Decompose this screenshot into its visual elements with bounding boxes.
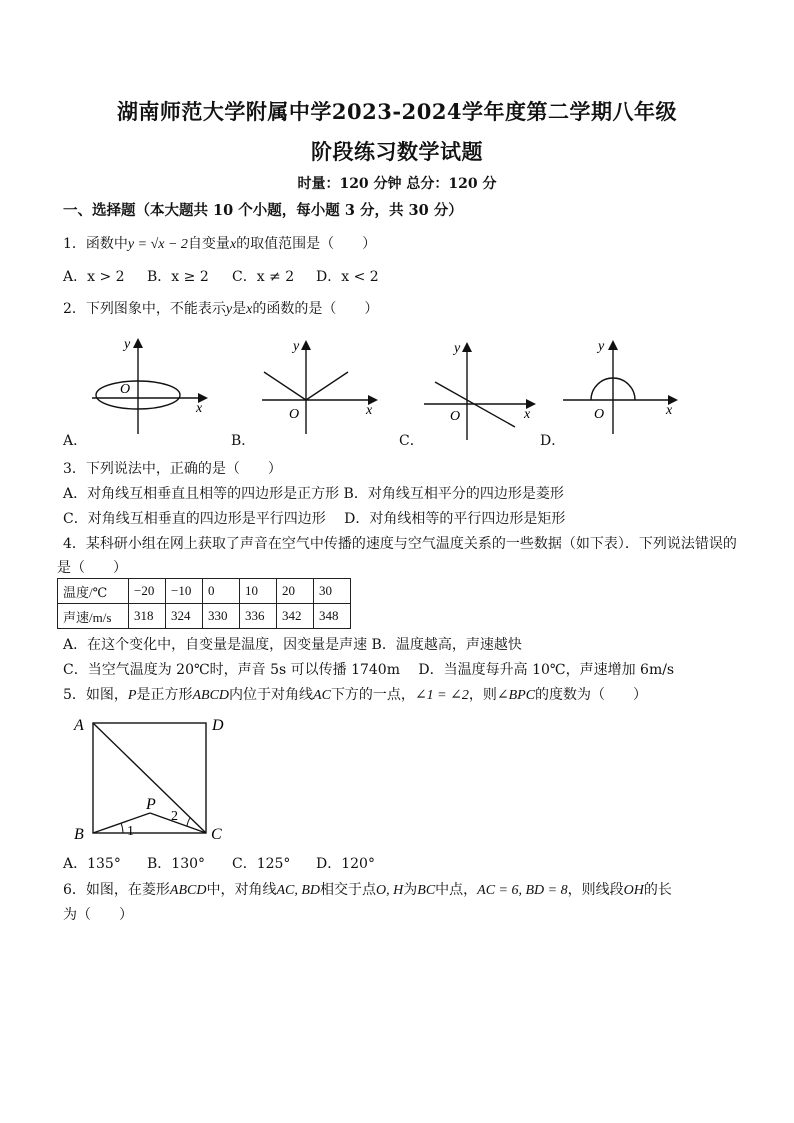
graph-d — [563, 339, 676, 434]
graph-c-origin: O — [450, 409, 461, 424]
q6-text-d: 为 — [403, 882, 418, 898]
table-cell: 声速/m/s — [58, 604, 129, 629]
q1-option-d: D．x < 2 — [316, 269, 379, 285]
angle-1-arc — [121, 823, 123, 833]
q2-text-c: 的函数的是（ ） — [252, 301, 379, 317]
table-cell: 0 — [203, 579, 240, 604]
q4-options-line1: A．在这个变化中，自变量是温度，因变量是声速 B．温度越高，声速越快 — [63, 637, 522, 653]
table-cell: 348 — [314, 604, 351, 629]
q1-option-a: A．x > 2 — [63, 269, 125, 285]
q5-text-a: 5．如图， — [63, 687, 128, 703]
question-2-stem — [63, 298, 378, 318]
label-d: D — [212, 717, 224, 734]
q2-var-x: x — [246, 302, 253, 317]
q6-given: AC = 6, BD = 8 — [477, 883, 568, 898]
q5-text-d: 下方的一点， — [330, 687, 415, 703]
question-4-stem-line1: 4．某科研小组在网上获取了声音在空气中传播的速度与空气温度关系的一些数据（如下表）．下列说法错误的 — [63, 536, 737, 552]
table-cell: 温度/℃ — [58, 579, 129, 604]
question-1-stem — [63, 233, 376, 253]
table-cell: 330 — [203, 604, 240, 629]
question-6-stem-line1 — [63, 879, 672, 899]
q1-text-a: 1．函数中 — [63, 236, 128, 252]
table-cell: 318 — [129, 604, 166, 629]
q1-option-b: B．x ≥ 2 — [147, 269, 209, 285]
q1-text-b: 自变量 — [187, 236, 230, 252]
graph-d-origin: O — [594, 407, 605, 422]
q2-option-d: D． — [540, 433, 566, 449]
table-row — [58, 604, 351, 629]
graph-c — [424, 341, 534, 440]
q1-option-c: C．x ≠ 2 — [232, 269, 295, 285]
table-cell: −10 — [166, 579, 203, 604]
q5-text-c: 内位于对角线 — [229, 687, 314, 703]
q5-angles: ∠1 = ∠2 — [414, 688, 469, 703]
question-4-stem-line2: 是（ ） — [57, 560, 127, 576]
label-angle-1: 1 — [127, 824, 134, 839]
table-cell: 10 — [240, 579, 277, 604]
question-6-stem-line2: 为（ ） — [63, 907, 133, 923]
q6-text-f: ，则线段 — [567, 882, 624, 898]
label-angle-2: 2 — [171, 809, 178, 824]
segment-pc — [150, 813, 206, 833]
q6-points: O, H — [376, 883, 404, 898]
q2-option-a: A． — [63, 433, 88, 449]
q1-var: x — [229, 237, 237, 252]
q3-options-line1: A．对角线互相垂直且相等的四边形是正方形 B．对角线互相平分的四边形是菱形 — [63, 486, 564, 502]
q2-text-b: 是 — [232, 301, 247, 317]
q6-segment: OH — [623, 883, 644, 898]
q6-side: BC — [417, 883, 436, 898]
q5-point-p: P — [127, 688, 137, 703]
question-5-stem — [63, 684, 647, 704]
q5-diagonal: AC — [313, 688, 331, 703]
table-cell: −20 — [129, 579, 166, 604]
diagonal-ac — [93, 723, 206, 833]
q5-option-a: A．135° — [63, 856, 121, 872]
q6-text-c: 相交于点 — [320, 882, 377, 898]
table-cell: 336 — [240, 604, 277, 629]
label-b: B — [74, 826, 84, 843]
q4-options-line2: C．当空气温度为 20℃时，声音 5s 可以传播 1740m D．当温度每升高 10℃，声速增加 6m/s — [63, 662, 675, 678]
graph-a — [92, 337, 206, 434]
table-row — [58, 579, 351, 604]
graph-a-origin: O — [120, 382, 131, 397]
q2-text-a: 2．下列图象中，不能表示 — [63, 301, 226, 317]
graph-a-x-label: x — [196, 401, 203, 416]
q6-text-a: 6．如图，在菱形 — [63, 882, 170, 898]
angle-2-arc — [187, 818, 190, 826]
label-c: C — [211, 826, 222, 843]
q5-square-figure — [60, 708, 300, 848]
graph-b-x-label: x — [366, 403, 373, 418]
exam-info: 时量：120 分钟 总分：120 分 — [297, 176, 497, 192]
graph-b-y-label: y — [293, 339, 300, 354]
q5-text-e: ，则 — [468, 687, 497, 703]
graph-d-y-label: y — [598, 339, 605, 354]
label-p: P — [146, 796, 156, 813]
q4-data-table — [57, 578, 351, 629]
q2-var-y: y — [225, 302, 233, 317]
graph-a-y-label: y — [124, 337, 131, 352]
graph-b-origin: O — [289, 407, 300, 422]
q2-option-c: C． — [399, 433, 424, 449]
q2-graphs — [0, 330, 794, 460]
graph-c-x-label: x — [524, 407, 531, 422]
graph-d-x-label: x — [666, 403, 673, 418]
table-cell: 342 — [277, 604, 314, 629]
q1-formula: y = √x − 2 — [127, 237, 188, 252]
q5-text-f: 的度数为（ ） — [535, 687, 648, 703]
question-3-stem: 3．下列说法中，正确的是（ ） — [63, 461, 282, 477]
page-title-line1: 湖南师范大学附属中学2023-2024学年度第二学期八年级 — [116, 99, 678, 124]
q6-text-e: 中点， — [435, 882, 478, 898]
q5-square: ABCD — [192, 688, 230, 703]
graph-c-y-label: y — [454, 341, 461, 356]
page-title-line2: 阶段练习数学试题 — [311, 139, 483, 164]
q5-option-d: D．120° — [316, 856, 375, 872]
q6-text-g: 的长 — [643, 882, 672, 898]
q5-option-c: C．125° — [232, 856, 291, 872]
q2-option-b: B． — [231, 433, 256, 449]
q6-rhombus: ABCD — [169, 883, 207, 898]
table-cell: 324 — [166, 604, 203, 629]
q6-diagonals: AC, BD — [276, 883, 321, 898]
section-heading: 一、选择题（本大题共 10 个小题，每小题 3 分，共 30 分） — [63, 202, 463, 219]
table-cell: 20 — [277, 579, 314, 604]
q5-option-b: B．130° — [147, 856, 206, 872]
q1-text-c: 的取值范围是（ ） — [236, 236, 377, 252]
label-a: A — [74, 717, 84, 734]
q5-target-angle: ∠BPC — [496, 688, 536, 703]
q3-options-line2: C．对角线互相垂直的四边形是平行四边形 D．对角线相等的平行四边形是矩形 — [63, 511, 566, 527]
table-cell: 30 — [314, 579, 351, 604]
q5-text-b: 是正方形 — [136, 687, 193, 703]
q6-text-b: 中，对角线 — [206, 882, 277, 898]
graph-b — [262, 339, 376, 434]
